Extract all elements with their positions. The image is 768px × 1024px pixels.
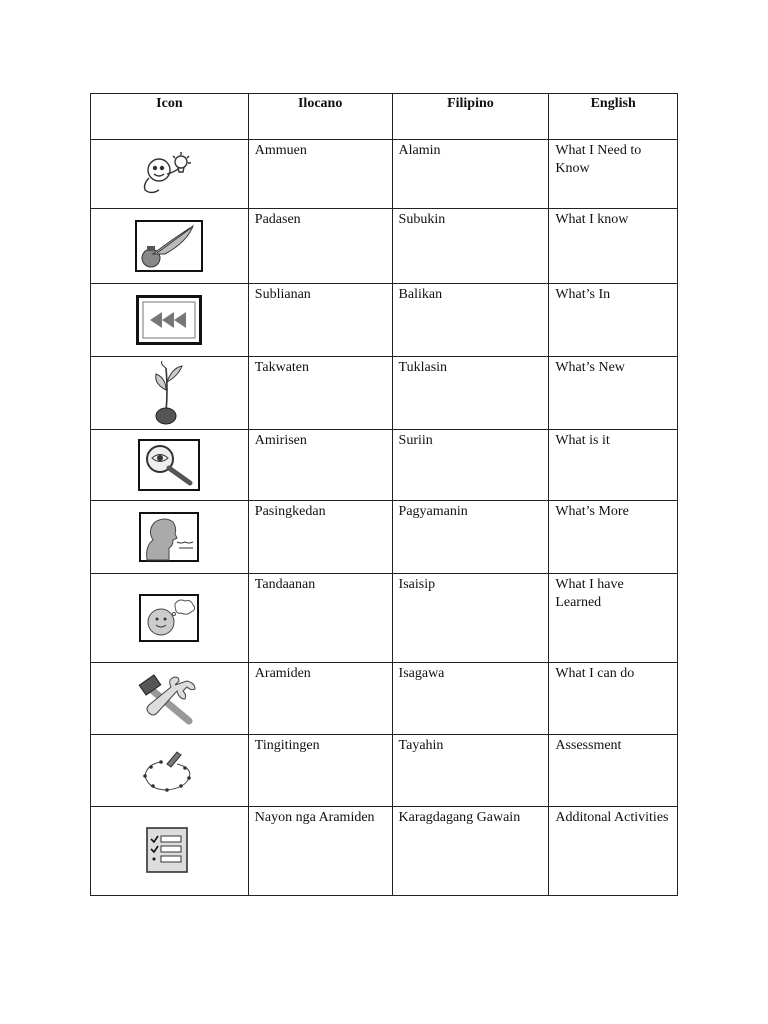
table-row: [91, 430, 678, 501]
cell-ilocano: Tandaanan: [248, 574, 392, 663]
header-icon: Icon: [91, 94, 249, 140]
cell-filipino: Suriin: [392, 430, 549, 501]
rewind-arrows-icon: [136, 295, 202, 345]
table-row: [91, 807, 678, 896]
table-row: [91, 501, 678, 574]
checklist-icon: [143, 826, 195, 876]
cell-filipino: Karagdagang Gawain: [392, 807, 549, 896]
header-row: [91, 94, 678, 140]
hammer-wrench-icon: [137, 673, 201, 725]
cell-ilocano: Tingitingen: [248, 735, 392, 807]
cell-ilocano: Amirisen: [248, 430, 392, 501]
cell-ilocano: Nayon nga Aramiden: [248, 807, 392, 896]
cell-ilocano: Aramiden: [248, 663, 392, 735]
cell-ilocano: Ammuen: [248, 140, 392, 209]
table-row: [91, 663, 678, 735]
cell-english: What I Need to Know: [549, 140, 678, 209]
cell-ilocano: Takwaten: [248, 357, 392, 430]
cell-english: Assessment: [549, 735, 678, 807]
cell-filipino: Balikan: [392, 284, 549, 357]
speaking-head-icon: [139, 512, 199, 562]
cell-filipino: Tayahin: [392, 735, 549, 807]
icon-legend-table-container: [90, 93, 678, 896]
sprouting-seed-icon: [144, 360, 194, 426]
cell-filipino: Isaisip: [392, 574, 549, 663]
cell-ilocano: Padasen: [248, 209, 392, 284]
table-row: [91, 284, 678, 357]
header-english: English: [549, 94, 678, 140]
magnifying-glass-icon: [138, 439, 200, 491]
cell-english: What’s In: [549, 284, 678, 357]
cell-english: What’s New: [549, 357, 678, 430]
table-row: [91, 357, 678, 430]
table-row: [91, 574, 678, 663]
pencil-dots-icon: [137, 748, 201, 794]
cell-english: What is it: [549, 430, 678, 501]
thinking-face-icon: [139, 594, 199, 642]
table-row: [91, 140, 678, 209]
table-row: [91, 209, 678, 284]
cell-filipino: Isagawa: [392, 663, 549, 735]
icon-legend-table: [90, 93, 678, 896]
cell-ilocano: Sublianan: [248, 284, 392, 357]
lightbulb-face-icon: [137, 148, 201, 200]
cell-english: Additonal Activities: [549, 807, 678, 896]
quill-inkpot-icon: [135, 220, 203, 272]
cell-english: What I have Learned: [549, 574, 678, 663]
cell-filipino: Pagyamanin: [392, 501, 549, 574]
cell-english: What I know: [549, 209, 678, 284]
header-ilocano: Ilocano: [248, 94, 392, 140]
cell-filipino: Subukin: [392, 209, 549, 284]
cell-filipino: Alamin: [392, 140, 549, 209]
cell-filipino: Tuklasin: [392, 357, 549, 430]
table-row: [91, 735, 678, 807]
cell-english: What I can do: [549, 663, 678, 735]
cell-ilocano: Pasingkedan: [248, 501, 392, 574]
cell-english: What’s More: [549, 501, 678, 574]
header-filipino: Filipino: [392, 94, 549, 140]
